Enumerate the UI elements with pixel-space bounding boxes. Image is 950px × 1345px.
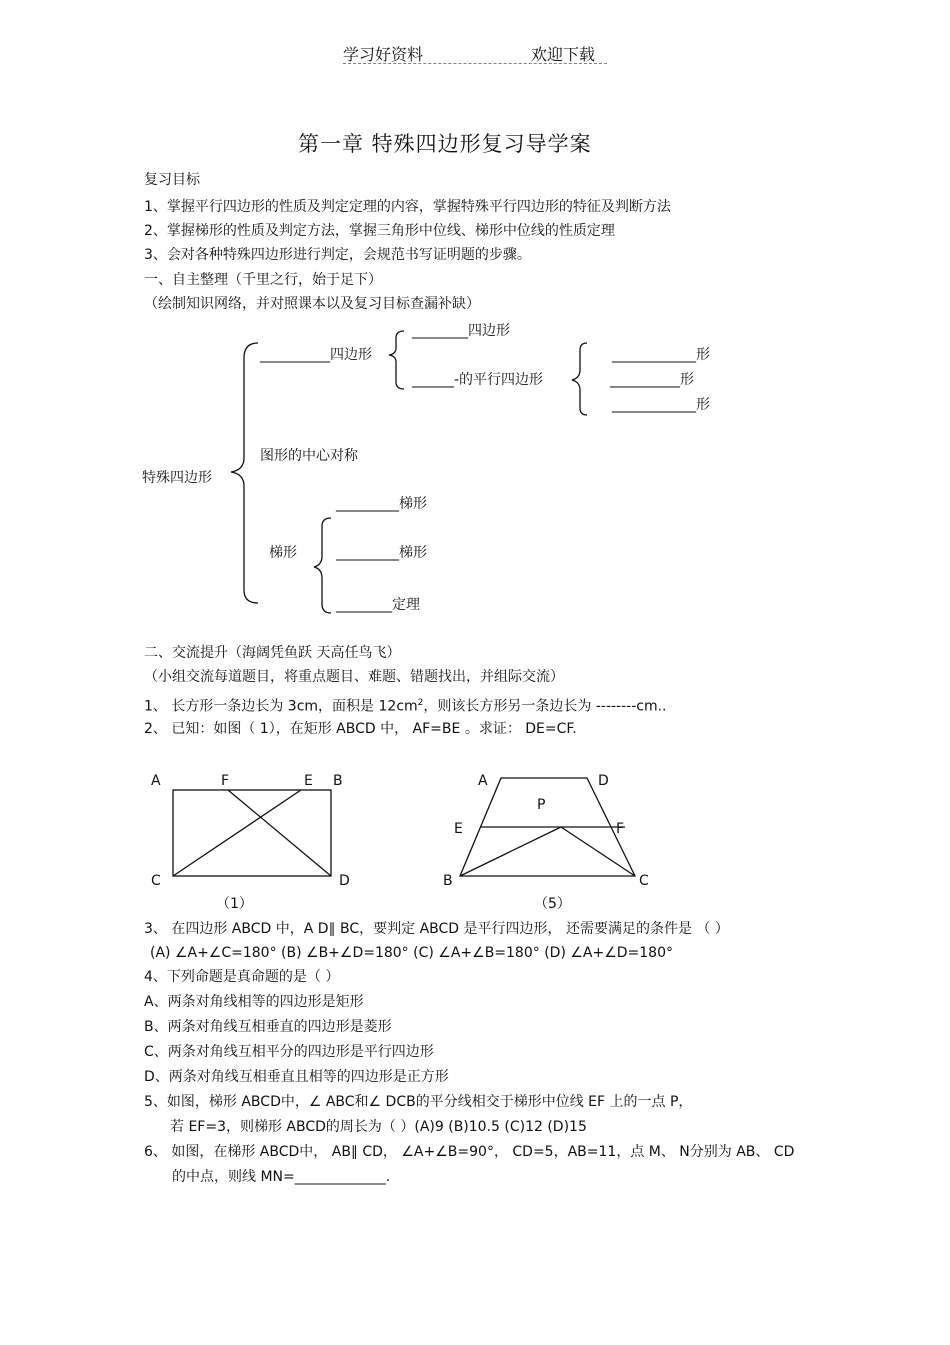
question-5-line-1: 5、如图，梯形 ABCD中，∠ ABC和∠ DCB的平分线相交于梯形中位线 EF 上的一点 P， <box>144 1094 693 1110</box>
tree-b3c: ________定理 <box>336 597 420 613</box>
figure-1-label-a: A <box>151 773 161 789</box>
tree-b1b3: ____________形 <box>612 397 710 413</box>
tree-b1: __________四边形 <box>260 347 372 363</box>
question-6-line-2: 的中点，则线 MN=_____________. <box>172 1169 391 1185</box>
figure-5-caption: （5） <box>534 896 571 912</box>
figure-1-label-e: E <box>304 773 313 789</box>
tree-b3a: _________梯形 <box>336 496 427 512</box>
tree-b2: 图形的中心对称 <box>260 448 358 464</box>
figure-5-label-c: C <box>639 873 649 889</box>
header-right: 欢迎下载 <box>531 45 596 64</box>
figure-5-label-d: D <box>598 773 609 789</box>
goal-item: 3、会对各种特殊四边形进行判定，会规范书写证明题的步骤。 <box>144 247 531 263</box>
question-1-part-b: ，则该长方形另一条边长为 --------cm.. <box>423 698 667 715</box>
figure-1-label-c: C <box>151 873 161 889</box>
header-left: 学习好资料 <box>343 45 424 64</box>
figure-1-label-f: F <box>221 773 230 789</box>
figure-5-segment-bp <box>460 827 561 876</box>
question-5-line-2: 若 EF=3，则梯形 ABCD的周长为（ ）(A)9 (B)10.5 (C)12 (D)15 <box>170 1119 587 1135</box>
figure-5-label-f: F <box>616 821 625 837</box>
tree-b1b: ______-的平行四边形 <box>412 372 544 388</box>
tree-b1b1: ____________形 <box>612 347 710 363</box>
question-4-option: A、两条对角线相等的四边形是矩形 <box>144 994 364 1010</box>
question-1-sup: 2 <box>417 698 424 708</box>
question-3-options: (A) ∠A+∠C=180° (B) ∠B+∠D=180° (C) ∠A+∠B=180° (D) ∠A+∠D=180° <box>150 945 673 961</box>
question-4-option: C、两条对角线互相平分的四边形是平行四边形 <box>144 1044 434 1060</box>
section2-heading: 二、交流提升（海阔凭鱼跃 天高任鸟飞） <box>144 645 401 661</box>
section2-note: （小组交流每道题目，将重点题目、难题、错题找出，并组际交流） <box>144 669 564 685</box>
page-title: 第一章 特殊四边形复习导学案 <box>298 132 592 156</box>
question-4-option: D、两条对角线互相垂直且相等的四边形是正方形 <box>144 1069 449 1085</box>
question-3: 3、 在四边形 ABCD 中，A D∥ BC，要判定 ABCD 是平行四边形， 还需要满足的条件是 （ ） <box>144 921 729 937</box>
tree-b3b: _________梯形 <box>336 545 427 561</box>
goal-item: 2、掌握梯形的性质及判定方法，掌握三角形中位线、梯形中位线的性质定理 <box>144 223 615 239</box>
figure-1-label-b: B <box>333 773 343 789</box>
figure-1-label-d: D <box>339 873 350 889</box>
figure-5-label-p: P <box>537 797 546 813</box>
figure-5-label-a: A <box>478 773 488 789</box>
section1-note: （绘制知识网络，并对照课本以及复习目标查漏补缺） <box>144 296 480 312</box>
tree-b3: 梯形 <box>269 545 297 561</box>
goal-item: 1、掌握平行四边形的性质及判定定理的内容，掌握特殊平行四边形的特征及判断方法 <box>144 199 671 215</box>
question-1-part-a: 1、 长方形一条边长为 3cm，面积是 12cm <box>144 698 418 715</box>
section1-heading: 一、自主整理（千里之行，始于足下） <box>144 272 382 288</box>
tree-root: 特殊四边形 <box>142 470 212 486</box>
figure-5-label-b: B <box>443 873 453 889</box>
question-4: 4、下列命题是真命题的是（ ） <box>144 969 340 985</box>
question-2: 2、 已知：如图（ 1），在矩形 ABCD 中， AF=BE 。求证： DE=CF. <box>144 721 577 737</box>
tree-b1a: ________四边形 <box>412 323 510 339</box>
figure-1-caption: （1） <box>216 896 253 912</box>
question-4-option: B、两条对角线互相垂直的四边形是菱形 <box>144 1019 392 1035</box>
goals-heading: 复习目标 <box>144 172 200 188</box>
figure-5-label-e: E <box>454 821 463 837</box>
question-6-line-1: 6、 如图，在梯形 ABCD中， AB∥ CD， ∠A+∠B=90°， CD=5，AB=11，点 M、 N分别为 AB、 CD <box>144 1144 795 1160</box>
tree-b1b2: __________形 <box>610 372 694 388</box>
